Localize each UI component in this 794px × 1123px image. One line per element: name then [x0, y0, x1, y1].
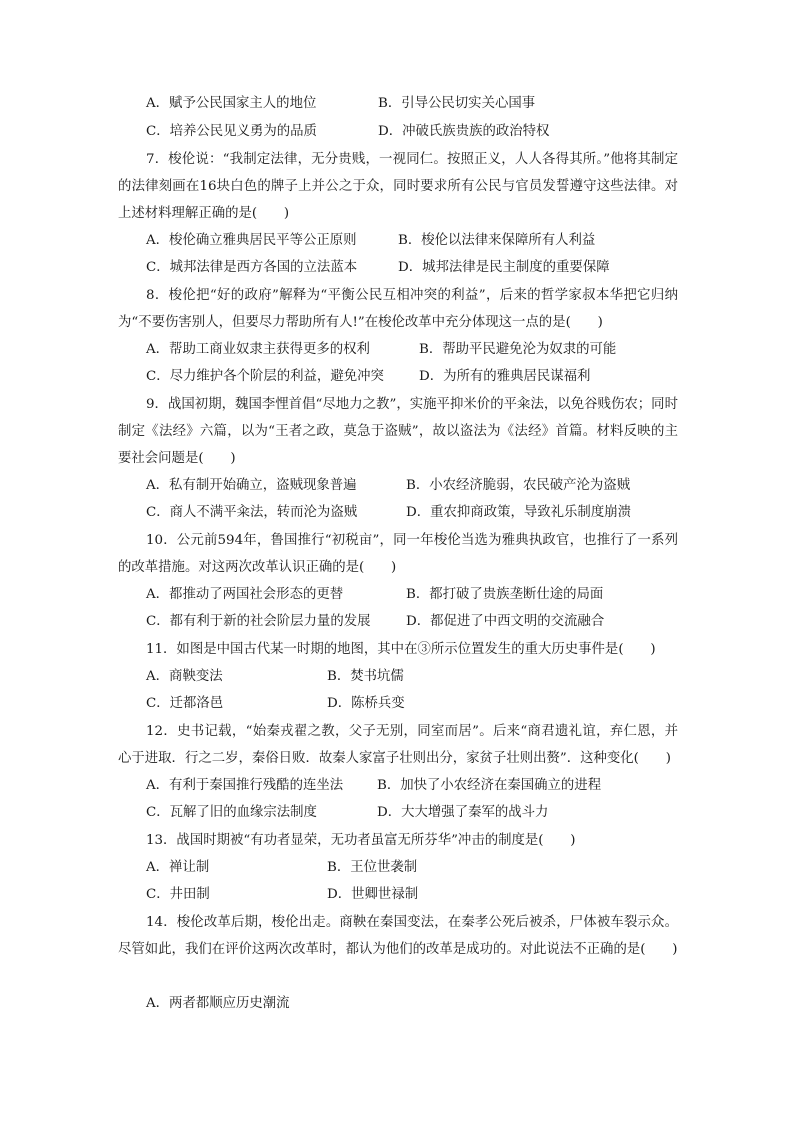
q10-option-b: B．都打破了贵族垄断仕途的局面 [406, 587, 604, 602]
q6-option-d: D．冲破氏族贵族的政治特权 [378, 124, 550, 139]
question-14-stem: 14．梭伦改革后期，梭伦出走。商鞅在秦国变法，在秦孝公死后被杀，尸体被车裂示众。尽管如此，我们在评价这两次改革时，都认为他们的改革是成功的。对此说法不正确的是( ) [118, 915, 678, 958]
q12-option-b: B．加快了小农经济在秦国确立的进程 [377, 778, 602, 793]
q9-option-a: A．私有制开始确立，盗贼现象普遍 [146, 478, 357, 493]
q10-option-a: A．都推动了两国社会形态的更替 [146, 587, 344, 602]
q10-option-c: C．都有利于新的社会阶层力量的发展 [146, 614, 371, 629]
q9-option-d: D．重农抑商政策，导致礼乐制度崩溃 [406, 505, 631, 520]
q7-option-b: B．梭伦以法律来保障所有人利益 [398, 233, 596, 248]
q8-option-c: C．尽力维护各个阶层的利益，避免冲突 [146, 369, 384, 384]
q7-option-c: C．城邦法律是西方各国的立法蓝本 [146, 260, 358, 275]
q11-option-c: C．迁都洛邑 [146, 696, 224, 711]
q13-option-a: A．禅让制 [146, 860, 210, 875]
q7-option-a: A．梭伦确立雅典居民平等公正原则 [146, 233, 357, 248]
q13-option-d: D．世卿世禄制 [327, 887, 419, 902]
q13-option-b: B．王位世袭制 [327, 860, 418, 875]
q9-option-b: B．小农经济脆弱，农民破产沦为盗贼 [406, 478, 631, 493]
q6-option-a: A．赋予公民国家主人的地位 [146, 96, 317, 111]
question-10-stem: 10．公元前594年，鲁国推行“初税亩”，同一年梭伦当选为雅典执政官，也推行了一系列的改革措施。对这两次改革认识正确的是( ) [118, 533, 678, 576]
q13-option-c: C．井田制 [146, 887, 210, 902]
q12-option-a: A．有利于秦国推行残酷的连坐法 [146, 778, 344, 793]
question-8-stem: 8．梭伦把“好的政府”解释为“平衡公民互相冲突的利益”，后来的哲学家叔本华把它归纳为“不要伤害别人，但要尽力帮助所有人!”在梭伦改革中充分体现这一点的是( ) [118, 288, 678, 331]
question-13-stem: 13．战国时期被“有功者显荣，无功者虽富无所芬华”冲击的制度是( ) [146, 833, 576, 848]
q6-option-c: C．培养公民见义勇为的品质 [146, 124, 317, 139]
question-7-stem: 7．梭伦说：“我制定法律，无分贵贱，一视同仁。按照正义，人人各得其所。”他将其制定的法律刻画在16块白色的牌子上并公之于众，同时要求所有公民与官员发誓遵守这些法律。对上述材料理解正确的是( ) [118, 152, 678, 222]
q7-option-d: D．城邦法律是民主制度的重要保障 [398, 260, 610, 275]
question-9-stem: 9．战国初期，魏国李悝首倡“尽地力之教”，实施平抑米价的平籴法，以免谷贱伤农；同时制定《法经》六篇，以为“王者之政，莫急于盗贼”，故以盗法为《法经》首篇。材料反映的主要社会问题是( ) [118, 397, 678, 467]
q11-option-b: B．焚书坑儒 [327, 669, 404, 684]
q8-option-b: B．帮助平民避免沦为奴隶的可能 [419, 342, 617, 357]
q6-option-b: B．引导公民切实关心国事 [378, 96, 536, 111]
question-12-stem: 12．史书记载，“始秦戎翟之教，父子无别，同室而居”。后来“商君遗礼谊，弃仁恩，并心于进取．行之二岁，秦俗日败．故秦人家富子壮则出分，家贫子壮则出赘”．这种变化( ) [118, 724, 678, 767]
q10-option-d: D．都促进了中西文明的交流融合 [406, 614, 605, 629]
q12-option-c: C．瓦解了旧的血缘宗法制度 [146, 805, 317, 820]
q8-option-a: A．帮助工商业奴隶主获得更多的权利 [146, 342, 370, 357]
q9-option-c: C．商人不满平籴法，转而沦为盗贼 [146, 505, 358, 520]
q14-option-a: A．两者都顺应历史潮流 [146, 996, 290, 1011]
question-11-stem: 11．如图是中国古代某一时期的地图，其中在③所示位置发生的重大历史事件是( ) [146, 642, 656, 657]
q8-option-d: D．为所有的雅典居民谋福利 [419, 369, 591, 384]
q12-option-d: D．大大增强了秦军的战斗力 [377, 805, 549, 820]
q11-option-a: A．商鞅变法 [146, 669, 223, 684]
q11-option-d: D．陈桥兵变 [327, 696, 405, 711]
